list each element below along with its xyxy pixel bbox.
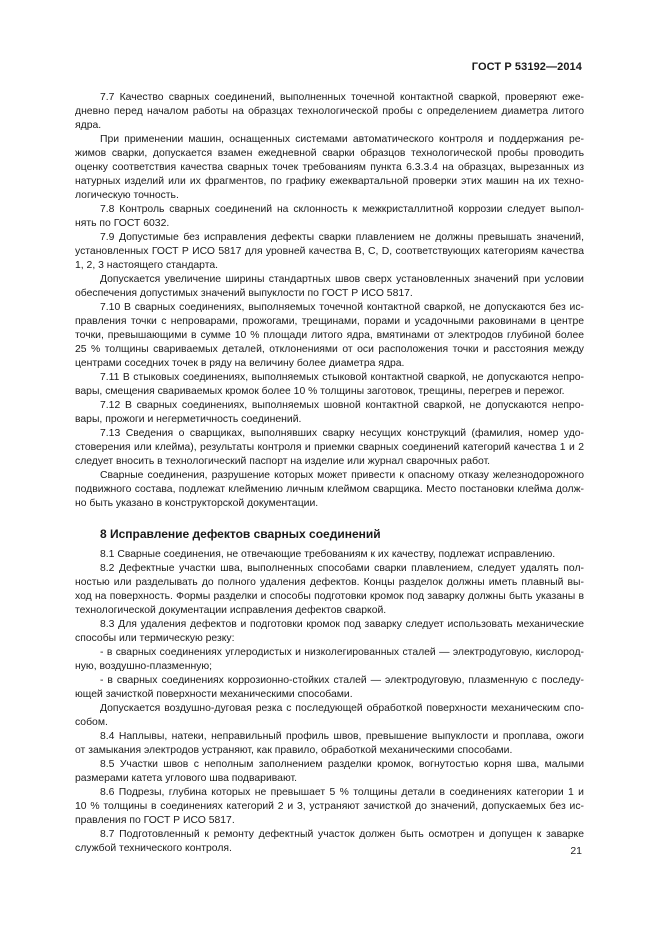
text-line: 8.4 Наплывы, натеки, неправильный профиль швов, превышение выпуклости и проплава, ожоги xyxy=(100,731,584,742)
text-line: Сварные соединения, разрушение которых может привести к опасному отказу железнодорожного xyxy=(100,470,584,481)
text-line: 7.13 Сведения о сварщиках, выполнявших сварку несущих конструкций (фамилия, номер удо- xyxy=(100,428,584,439)
text-line: 7.11 В стыковых соединениях, выполняемых стыковой контактной сваркой, не допускаются непро- xyxy=(100,372,584,383)
text-line: собом. xyxy=(75,717,108,728)
text-line: обеспечения допустимых значений выпуклости по ГОСТ Р ИСО 5817. xyxy=(75,288,413,299)
text-line: 10 % толщины в соединениях категорий 2 и 3, устраняют зачисткой до значений, допускаемых без ис- xyxy=(75,801,584,812)
text-line: дневно перед началом работы на образцах технологической пробы с определением диаметра литого xyxy=(75,106,584,117)
text-line: При применении машин, оснащенных системами автоматического контроля и поддержания ре- xyxy=(100,134,584,145)
text-line: Допускается воздушно-дуговая резка с последующей обработкой поверхности механическим спо- xyxy=(100,703,584,714)
text-line: Допускается увеличение ширины стандартных швов сверх установленных значений при условии xyxy=(100,274,584,285)
text-line: ющей зачисткой поверхности механическими способами. xyxy=(75,689,353,700)
text-line: ядра. xyxy=(75,120,102,131)
text-line: ную, воздушно-плазменную; xyxy=(75,661,213,672)
text-line: вары, смещения свариваемых кромок более 10 % толщины заготовок, трещины, перегрев и пережог. xyxy=(75,386,565,397)
document-body xyxy=(75,91,584,856)
text-line: 8.5 Участки швов с неполным заполнением разделки кромок, вогнутостью корня шва, малыми xyxy=(100,759,584,770)
text-line: - в сварных соединениях углеродистых и низколегированных сталей — электродуговую, кислород- xyxy=(100,647,584,658)
text-line: 7.9 Допустимые без исправления дефекты сварки плавлением не должны превышать значений, xyxy=(100,232,584,243)
text-line: 7.12 В сварных соединениях, выполняемых шовной контактной сваркой, не допускаются непро- xyxy=(100,400,584,411)
text-line: 8.3 Для удаления дефектов и подготовки кромок под заварку следует использовать механические xyxy=(100,619,584,630)
standard-code-header: ГОСТ Р 53192—2014 xyxy=(471,61,582,73)
text-line: следует вносить в технологический паспорт на изделие или журнал сварочных работ. xyxy=(75,456,491,467)
text-line: - в сварных соединениях коррозионно-стойких сталей — электродуговую, плазменную с последу- xyxy=(100,675,584,686)
text-line: подвижного состава, подлежат клеймению личным клеймом сварщика. Место постановки клейма долж- xyxy=(75,484,584,495)
text-line: 8.7 Подготовленный к ремонту дефектный участок должен быть осмотрен и допущен к заварке xyxy=(100,829,584,840)
text-line: ностью или разделывать до полного удаления дефектов. Концы разделок должны иметь плавный вы- xyxy=(75,577,584,588)
text-line: точки, превышающими в сумме 10 % площади литого ядра, вмятинами от электродов глубиной более xyxy=(75,330,584,341)
text-line: 8.6 Подрезы, глубина которых не превышает 5 % толщины детали в соединениях категории 1 и xyxy=(100,787,584,798)
text-line: 8.2 Дефектные участки шва, выполненных способами сварки плавлением, следует удалять пол- xyxy=(100,563,584,574)
text-line: технологической документации исправления дефектов сваркой. xyxy=(75,605,387,616)
text-line: 25 % толщины свариваемых деталей, отклонениями от оси расположения точки и расстояния между xyxy=(75,344,584,355)
page-number: 21 xyxy=(570,845,582,857)
text-line: но быть указано в конструкторской документации. xyxy=(75,498,319,509)
section-7-text xyxy=(75,91,584,511)
text-line: от замыкания электродов устраняют, как правило, обработкой механическими способами. xyxy=(75,745,513,756)
text-line: вары, прожоги и негерметичность соединений. xyxy=(75,414,302,425)
text-line: 7.10 В сварных соединениях, выполняемых точечной контактной сваркой, не допускаются без ис- xyxy=(100,302,584,313)
text-line: стоверения или клейма), результаты контроля и приемки сварных соединений категорий качества 1 и 2 xyxy=(75,442,584,453)
text-line: оценку соответствия качества сварных точек требованиям пункта 6.3.3.4 на образцах, вырезанных из xyxy=(75,162,584,173)
section-8-text xyxy=(75,548,584,856)
text-line: службой технического контроля. xyxy=(75,843,232,854)
text-line: логическую точность. xyxy=(75,190,179,201)
text-line: размерами катета углового шва подваривают. xyxy=(75,773,298,784)
text-line: натурных изделий или их фрагментов, по графику ежеквартальной проверки этих машин на их техно- xyxy=(75,176,584,187)
text-line: правления точки с непроварами, прожогами, трещинами, порами и усадочными раковинами в центре xyxy=(75,316,584,327)
section-8-heading: 8 Исправление дефектов сварных соединений xyxy=(100,527,381,541)
text-line: установленных ГОСТ Р ИСО 5817 для уровней качества B, C, D, соответствующих категориям качества xyxy=(75,246,584,257)
text-line: 7.8 Контроль сварных соединений на склонность к межкристаллитной коррозии следует выпол- xyxy=(100,204,584,215)
text-line: 8.1 Сварные соединения, не отвечающие требованиям к их качеству, подлежат исправлению. xyxy=(100,549,556,560)
text-line: способы или термическую резку: xyxy=(75,633,235,644)
text-line: жимов сварки, допускается взамен ежедневной сварки образцов технологической пробы проводить xyxy=(75,148,584,159)
text-line: нять по ГОСТ 6032. xyxy=(75,218,170,229)
text-line: ход на поверхность. Формы разделки и способы подготовки кромок под заварку должны быть указаны в xyxy=(75,591,584,602)
text-line: правления по ГОСТ Р ИСО 5817. xyxy=(75,815,235,826)
text-line: центрами соседних точек в ряду на величину более диаметра ядра. xyxy=(75,358,405,369)
text-line: 1, 2, 3 настоящего стандарта. xyxy=(75,260,219,271)
text-line: 7.7 Качество сварных соединений, выполненных точечной контактной сваркой, проверяют еже- xyxy=(100,92,584,103)
